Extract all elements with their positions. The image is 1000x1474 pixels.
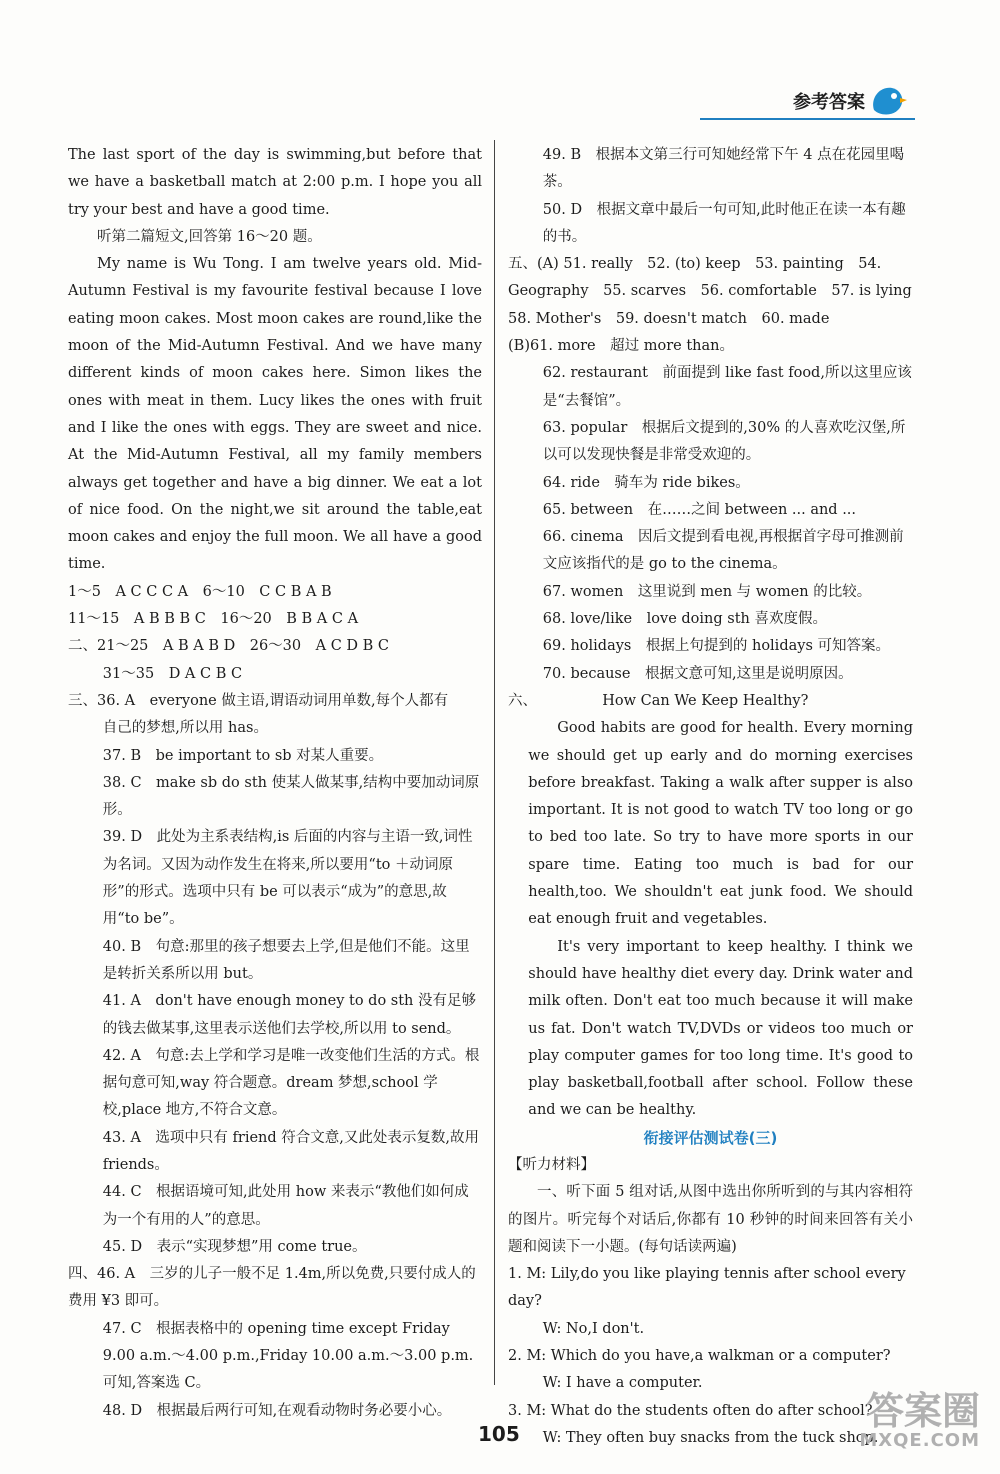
left-paragraph: 41. A don't have enough money to do sth 没有足够的钱去做某事,这里表示送他们去学校,所以用 to send。 <box>102 993 476 1037</box>
right-paragraph: 一、听下面 5 组对话,从图中选出你所听到的与其内容相符的图片。听完每个对话后,你都有 10 秒钟的时间来回答有关小题和阅读下一小题。(每句话读两遍) <box>508 1184 913 1255</box>
right-paragraph: 68. love/like love doing sth 喜欢度假。 <box>542 611 827 628</box>
right-paragraph: W: I have a computer. <box>542 1375 703 1392</box>
right-paragraph: (B)61. more 超过 more than。 <box>508 338 734 355</box>
left-paragraph: My name is Wu Tong. I am twelve years old. Mid-Autumn Festival is my favourite festival because I love eating moon cakes. Most moon cakes are round,like the moon of the Mid-Autumn Festival. And we have many different kinds of moon cakes here. Simon likes the ones with meat in them. Lucy likes the ones with fruit and I like the ones with eggs. They are sweet and nice. At the Mid-Autumn Festival, all my family members always get together and have a big dinner. We eat a lot of nice food. On the night,we sit around the table,eat moon cakes and enjoy the full moon. We all have a good time. <box>68 256 482 573</box>
left-paragraph: 43. A 选项中只有 friend 符合文意,又此处表示复数,故用 friends。 <box>102 1129 480 1173</box>
right-paragraph: 1. M: Lily,do you like playing tennis after school every day? <box>508 1266 906 1310</box>
header-title: 参考答案 <box>793 92 865 113</box>
left-column <box>68 142 482 1425</box>
left-paragraph: 44. C 根据语境可知,此处用 how 来表示“教他们如何成为一个有用的人”的意思。 <box>102 1184 469 1228</box>
left-paragraph: 38. C make sb do sth 使某人做某事,结构中要加动词原形。 <box>102 774 480 819</box>
left-paragraph: 39. D 此处为主系表结构,is 后面的内容与主语一致,词性为名词。又因为动作发生在将来,所以要用“to ＋动词原形”的形式。选项中只有 be 可以表示“成为”的意思,故用“to be”。 <box>102 829 473 928</box>
watermark-main: 答案圈 <box>865 1389 980 1433</box>
bird-logo-icon <box>866 80 908 122</box>
right-paragraph: 63. popular 根据后文提到的,30% 的人喜欢吃汉堡,所以可以发现快餐是非常受欢迎的。 <box>542 419 906 464</box>
left-paragraph: 1～5 A C C C A 6～10 C C B A B <box>68 583 332 600</box>
page-number: 105 <box>478 1422 520 1446</box>
column-divider <box>494 140 495 1385</box>
right-paragraph: 衔接评估测试卷(三) <box>643 1128 778 1147</box>
left-paragraph: 42. A 句意:去上学和学习是唯一改变他们生活的方式。根据句意可知,way 符合题意。dream 梦想,school 学校,place 地方,不符合文意。 <box>102 1047 480 1119</box>
right-paragraph: It's very important to keep healthy. I think we should have healthy diet every day. Drink water and milk often. Don't eat too much because it will make us fat. Don't watch TV,DVDs or videos too much or play computer games for too long time. It's good to play basketball,football after school. Follow these and we can be healthy. <box>528 938 913 1119</box>
left-paragraph: 三、36. A everyone 做主语,谓语动词用单数,每个人都有 <box>68 692 449 709</box>
left-paragraph: 自己的梦想,所以用 has。 <box>102 720 268 737</box>
right-paragraph: 64. ride 骑车为 ride bikes。 <box>542 474 750 491</box>
right-paragraph: 3. M: What do the students often do after school? <box>508 1402 873 1419</box>
left-paragraph: 48. D 根据最后两行可知,在观看动物时务必要小心。 <box>102 1402 452 1419</box>
left-paragraph: 37. B be important to sb 对某人重要。 <box>102 747 384 764</box>
left-paragraph: 31～35 D A C B C <box>102 665 243 682</box>
right-paragraph: 2. M: Which do you have,a walkman or a computer? <box>508 1348 891 1365</box>
left-paragraph: 二、21～25 A B A B D 26～30 A C D B C <box>68 638 389 655</box>
right-paragraph: 65. between 在……之间 between ... and ... <box>542 501 857 518</box>
right-paragraph: 五、(A) 51. really 52. (to) keep 53. painting 54. Geography 55. scarves 56. comfortable 57. is lying 58. Mother's 59. doesn't match 60. made <box>508 256 927 327</box>
left-paragraph: 40. B 句意:那里的孩子想要去上学,但是他们不能。这里是转折关系所以用 but。 <box>102 938 470 982</box>
right-paragraph: 50. D 根据文章中最后一句可知,此时他正在读一本有趣的书。 <box>542 201 906 245</box>
right-paragraph: Good habits are good for health. Every morning we should get up early and do morning exercises before breakfast. Taking a walk after supper is also important. It is not good to watch TV too long or go to bed too late. So try to have more sports in our spare time. Eating too much is bad for our health,too. We shouldn't eat junk food. We should eat enough fruit and vegetables. <box>528 720 913 928</box>
right-paragraph: 70. because 根据文意可知,这里是说明原因。 <box>542 665 853 682</box>
watermark-sub: MXQE.COM <box>859 1430 980 1451</box>
watermark-logo <box>830 1389 980 1462</box>
left-paragraph: 47. C 根据表格中的 opening time except Friday 9.00 a.m.～4.00 p.m.,Friday 10.00 a.m.～3.00 p.m.可知,答案选 C。 <box>102 1320 474 1392</box>
right-paragraph: 69. holidays 根据上句提到的 holidays 可知答案。 <box>542 638 890 655</box>
right-paragraph: 67. women 这里说到 men 与 women 的比较。 <box>542 583 872 600</box>
right-paragraph: W: They often buy snacks from the tuck shop. <box>542 1429 879 1446</box>
left-paragraph: 四、46. A 三岁的儿子一般不足 1.4m,所以免费,只要付成人的费用 ¥3 即可。 <box>68 1266 476 1310</box>
left-paragraph: 11～15 A B B B C 16～20 B B A C A <box>68 611 359 628</box>
right-paragraph: 66. cinema 因后文提到看电视,再根据首字母可推测前文应该指代的是 go to the cinema。 <box>542 529 904 573</box>
right-paragraph: 62. restaurant 前面提到 like fast food,所以这里应该是“去餐馆”。 <box>542 365 912 409</box>
right-paragraph: 六、 How Can We Keep Healthy? <box>508 692 809 709</box>
left-paragraph: 45. D 表示“实现梦想”用 come true。 <box>102 1238 367 1255</box>
left-paragraph: The last sport of the day is swimming,but before that we have a basketball match at 2:00 p.m. I hope you all try your best and have a good time. <box>68 147 482 218</box>
right-paragraph: 【听力材料】 <box>508 1156 595 1173</box>
left-paragraph: 听第二篇短文,回答第 16～20 题。 <box>97 228 322 245</box>
right-paragraph: W: No,I don't. <box>542 1320 645 1337</box>
right-paragraph: 49. B 根据本文第三行可知她经常下午 4 点在花园里喝茶。 <box>542 147 905 191</box>
